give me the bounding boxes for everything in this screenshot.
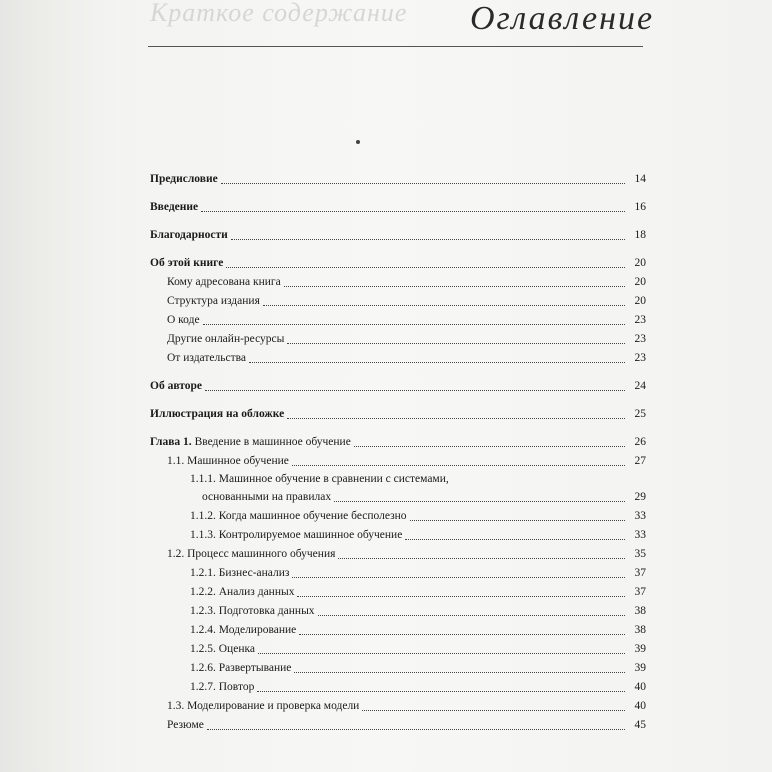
toc-label: 1.2.3. Подготовка данных bbox=[190, 605, 315, 617]
toc-page-number: 40 bbox=[634, 700, 646, 712]
dot-leader bbox=[318, 615, 625, 616]
toc-label: 1.2.6. Развертывание bbox=[190, 662, 292, 674]
toc-label: 1.2.5. Оценка bbox=[190, 643, 255, 655]
toc-page-number: 39 bbox=[634, 643, 646, 655]
dot-leader bbox=[287, 418, 625, 419]
dot-leader bbox=[405, 539, 625, 540]
toc-entry-online[interactable] bbox=[150, 330, 646, 349]
toc-label bbox=[150, 433, 351, 452]
toc-page-number: 33 bbox=[634, 510, 646, 522]
toc-page-number: 20 bbox=[634, 276, 646, 288]
toc-entry-audience[interactable] bbox=[150, 273, 646, 292]
bleed-through-text: Краткое содержание bbox=[150, 0, 408, 27]
toc-page-number: 14 bbox=[634, 173, 646, 185]
dot-leader bbox=[362, 710, 625, 711]
page-title: Оглавление bbox=[470, 0, 655, 37]
toc-entry-1-2-3[interactable] bbox=[150, 602, 646, 621]
toc-entry-1-2-5[interactable] bbox=[150, 640, 646, 659]
toc-page-number: 27 bbox=[634, 455, 646, 467]
toc-entry-1-2-6[interactable] bbox=[150, 659, 646, 678]
toc-page-number: 37 bbox=[634, 586, 646, 598]
toc-entry-about-author[interactable] bbox=[150, 377, 646, 396]
toc-entry-preface[interactable] bbox=[150, 170, 646, 189]
toc-page-number: 33 bbox=[634, 529, 646, 541]
toc-label: 1.2. Процесс машинного обучения bbox=[167, 548, 336, 560]
toc-entry-1-3[interactable] bbox=[150, 697, 646, 716]
page-gutter bbox=[0, 0, 120, 772]
toc-entry-summary[interactable] bbox=[150, 716, 646, 735]
dot-leader bbox=[354, 446, 625, 447]
toc-entry-intro[interactable] bbox=[150, 198, 646, 217]
toc-entry-1-2-2[interactable] bbox=[150, 583, 646, 602]
toc-entry-1-1-3[interactable] bbox=[150, 526, 646, 545]
toc-label: Другие онлайн-ресурсы bbox=[167, 333, 285, 345]
toc-page-number: 18 bbox=[634, 229, 646, 241]
dot-leader bbox=[287, 343, 625, 344]
toc-entry-1-1-1-line1[interactable]: 1.1.1. Машинное обучение в сравнении с системами, bbox=[190, 473, 449, 485]
toc-entry-1-1-1[interactable] bbox=[150, 488, 646, 507]
dot-leader bbox=[294, 672, 625, 673]
dot-leader bbox=[205, 390, 625, 391]
toc-label: Резюме bbox=[167, 719, 204, 731]
dot-leader bbox=[334, 501, 625, 502]
dot-leader bbox=[297, 596, 625, 597]
toc-label: Структура издания bbox=[167, 295, 260, 307]
toc-label: Кому адресована книга bbox=[167, 276, 281, 288]
toc-label: 1.1.3. Контролируемое машинное обучение bbox=[190, 529, 403, 541]
toc-label: Благодарности bbox=[150, 229, 228, 241]
toc-page-number: 23 bbox=[634, 333, 646, 345]
toc-page-number: 40 bbox=[634, 681, 646, 693]
toc-page-number: 23 bbox=[634, 314, 646, 326]
toc-page-number: 39 bbox=[634, 662, 646, 674]
dot-leader bbox=[201, 211, 625, 212]
toc-entry-thanks[interactable] bbox=[150, 226, 646, 245]
dot-leader bbox=[263, 305, 625, 306]
toc-label: 1.3. Моделирование и проверка модели bbox=[167, 700, 360, 712]
toc-entry-1-1-2[interactable] bbox=[150, 507, 646, 526]
dot-leader bbox=[284, 286, 625, 287]
toc-label: основанными на правилах bbox=[202, 491, 332, 503]
toc-label: От издательства bbox=[167, 352, 246, 364]
toc-page-number: 20 bbox=[634, 295, 646, 307]
toc-page-number: 45 bbox=[634, 719, 646, 731]
toc-page-number: 25 bbox=[634, 408, 646, 420]
toc-entry-chapter-1[interactable] bbox=[150, 433, 646, 452]
toc-label: 1.2.7. Повтор bbox=[190, 681, 255, 693]
toc-entry-code[interactable] bbox=[150, 311, 646, 330]
dot-leader bbox=[249, 362, 625, 363]
dot-leader bbox=[292, 577, 625, 578]
toc-label: 1.2.4. Моделирование bbox=[190, 624, 297, 636]
toc-entry-1-2-4[interactable] bbox=[150, 621, 646, 640]
dot-leader bbox=[292, 465, 625, 466]
toc-page-number: 38 bbox=[634, 605, 646, 617]
toc-page-number: 38 bbox=[634, 624, 646, 636]
toc-page-number: 37 bbox=[634, 567, 646, 579]
toc-label: Об авторе bbox=[150, 380, 202, 392]
dot-leader bbox=[207, 729, 625, 730]
toc-entry-structure[interactable] bbox=[150, 292, 646, 311]
toc-page-number: 35 bbox=[634, 548, 646, 560]
toc-page-number: 23 bbox=[634, 352, 646, 364]
dot-leader bbox=[410, 520, 625, 521]
toc-page-number: 20 bbox=[634, 257, 646, 269]
toc-entry-1-2-1[interactable] bbox=[150, 564, 646, 583]
ink-speck bbox=[356, 140, 360, 144]
toc-page-number: 29 bbox=[634, 491, 646, 503]
toc-page-number: 16 bbox=[634, 201, 646, 213]
toc-label: Введение bbox=[150, 201, 199, 213]
toc-entry-1-1[interactable] bbox=[150, 452, 646, 471]
toc-entry-about-book[interactable] bbox=[150, 254, 646, 273]
toc-label: О коде bbox=[167, 314, 200, 326]
dot-leader bbox=[299, 634, 625, 635]
title-rule bbox=[148, 46, 643, 47]
toc-page-number: 24 bbox=[634, 380, 646, 392]
toc-label: 1.2.2. Анализ данных bbox=[190, 586, 295, 598]
dot-leader bbox=[338, 558, 625, 559]
toc-label: Об этой книге bbox=[150, 257, 224, 269]
toc-page-number: 26 bbox=[634, 436, 646, 448]
dot-leader bbox=[203, 324, 625, 325]
toc-label: 1.1. Машинное обучение bbox=[167, 455, 289, 467]
toc-entry-cover[interactable] bbox=[150, 405, 646, 424]
toc-label: Предисловие bbox=[150, 173, 218, 185]
toc-entry-1-2-7[interactable] bbox=[150, 678, 646, 697]
toc-entry-publisher[interactable] bbox=[150, 349, 646, 368]
dot-leader bbox=[257, 691, 625, 692]
table-of-contents bbox=[150, 170, 646, 735]
chapter-title: Введение в машинное обучение bbox=[194, 436, 351, 448]
dot-leader bbox=[226, 267, 625, 268]
toc-label: 1.2.1. Бизнес-анализ bbox=[190, 567, 290, 579]
dot-leader bbox=[258, 653, 625, 654]
chapter-prefix: Глава 1. bbox=[150, 436, 192, 448]
toc-label: Иллюстрация на обложке bbox=[150, 408, 285, 420]
dot-leader bbox=[221, 183, 625, 184]
toc-label: 1.1.2. Когда машинное обучение бесполезно bbox=[190, 510, 407, 522]
dot-leader bbox=[231, 239, 625, 240]
toc-entry-1-2[interactable] bbox=[150, 545, 646, 564]
